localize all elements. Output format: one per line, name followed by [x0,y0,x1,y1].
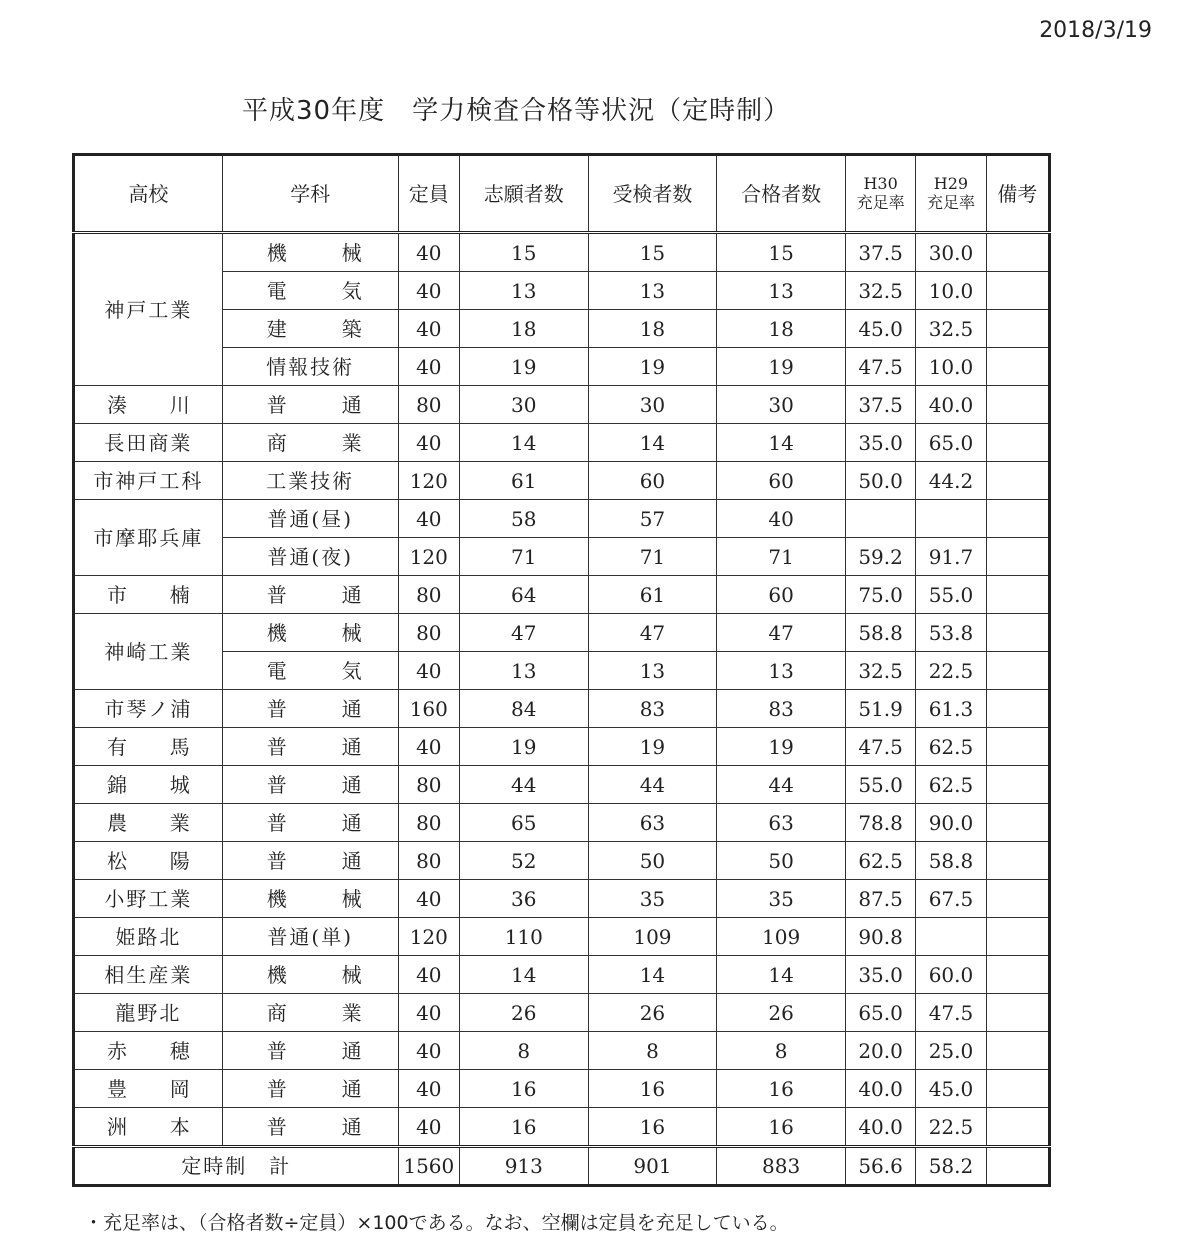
h29-rate-cell: 10.0 [916,348,986,386]
h30-rate-cell: 90.8 [845,918,915,956]
h29-rate-cell: 58.8 [916,842,986,880]
school-name: 赤穂 [74,1032,223,1070]
passed-cell: 14 [717,956,846,994]
h30-rate-cell: 32.5 [845,272,915,310]
examinees-cell: 26 [588,994,717,1032]
header-passed: 合格者数 [717,155,846,233]
dept-name: 商業 [222,994,398,1032]
header-h29-label: 充足率 [926,192,975,212]
note-cell [986,804,1049,842]
capacity-cell: 80 [398,804,459,842]
passed-cell: 16 [717,1108,846,1147]
passed-cell: 13 [717,272,846,310]
h29-rate-cell: 65.0 [916,424,986,462]
note-cell [986,728,1049,766]
applicants-cell: 19 [459,728,588,766]
table-row [74,576,1050,614]
h29-rate-cell: 44.2 [916,462,986,500]
passed-cell: 71 [717,538,846,576]
total-h29-rate: 58.2 [916,1147,986,1186]
examinees-cell: 63 [588,804,717,842]
capacity-cell: 80 [398,386,459,424]
examinees-cell: 47 [588,614,717,652]
dept-name: 普通 [222,1070,398,1108]
capacity-cell: 40 [398,652,459,690]
applicants-cell: 61 [459,462,588,500]
examinees-cell: 61 [588,576,717,614]
examinees-cell: 19 [588,728,717,766]
examinees-cell: 35 [588,880,717,918]
note-cell [986,576,1049,614]
applicants-cell: 19 [459,348,588,386]
note-cell [986,690,1049,728]
total-applicants: 913 [459,1147,588,1186]
header-examinees: 受検者数 [588,155,717,233]
capacity-cell: 40 [398,1108,459,1147]
h30-rate-cell: 55.0 [845,766,915,804]
h29-rate-cell: 25.0 [916,1032,986,1070]
applicants-cell: 18 [459,310,588,348]
table-row [74,880,1050,918]
h29-rate-cell: 10.0 [916,272,986,310]
applicants-cell: 58 [459,500,588,538]
h29-rate-cell: 22.5 [916,1108,986,1147]
table-row [74,462,1050,500]
dept-name: 工業技術 [222,462,398,500]
examinees-cell: 30 [588,386,717,424]
h29-rate-cell: 47.5 [916,994,986,1032]
document-date: 2018/3/19 [1039,18,1152,43]
h29-rate-cell: 30.0 [916,233,986,272]
examinees-cell: 16 [588,1108,717,1147]
h30-rate-cell: 40.0 [845,1070,915,1108]
document-title: 平成30年度 学力検査合格等状況（定時制） [242,96,791,126]
passed-cell: 30 [717,386,846,424]
dept-name: 情報技術 [222,348,398,386]
capacity-cell: 40 [398,728,459,766]
examinees-cell: 14 [588,424,717,462]
dept-name: 普通 [222,690,398,728]
capacity-cell: 40 [398,956,459,994]
header-capacity: 定員 [398,155,459,233]
capacity-cell: 160 [398,690,459,728]
h29-rate-cell: 61.3 [916,690,986,728]
table-header-row [74,155,1050,233]
dept-name: 商業 [222,424,398,462]
dept-name: 普通 [222,728,398,766]
note-cell [986,614,1049,652]
capacity-cell: 120 [398,538,459,576]
school-name: 龍野北 [74,994,223,1032]
applicants-cell: 47 [459,614,588,652]
school-name: 神戸工業 [74,233,223,386]
capacity-cell: 40 [398,310,459,348]
note-cell [986,233,1049,272]
examinees-cell: 50 [588,842,717,880]
note-cell [986,272,1049,310]
capacity-cell: 40 [398,880,459,918]
passed-cell: 60 [717,576,846,614]
note-cell [986,310,1049,348]
examinees-cell: 109 [588,918,717,956]
h29-rate-cell: 45.0 [916,1070,986,1108]
h30-rate-cell: 65.0 [845,994,915,1032]
passed-cell: 8 [717,1032,846,1070]
examinees-cell: 13 [588,652,717,690]
applicants-cell: 30 [459,386,588,424]
capacity-cell: 80 [398,614,459,652]
note-cell [986,994,1049,1032]
header-h29-year: H29 [933,174,969,194]
note-cell [986,462,1049,500]
total-capacity: 1560 [398,1147,459,1186]
applicants-cell: 71 [459,538,588,576]
table-row [74,1108,1050,1147]
footnote: ・充足率は、（合格者数÷定員）×100である。なお、空欄は定員を充足している。 [84,1212,789,1234]
h30-rate-cell: 87.5 [845,880,915,918]
header-dept: 学科 [222,155,398,233]
passed-cell: 83 [717,690,846,728]
capacity-cell: 80 [398,842,459,880]
h30-rate-cell: 58.8 [845,614,915,652]
applicants-cell: 44 [459,766,588,804]
school-name: 市楠 [74,576,223,614]
h30-rate-cell: 78.8 [845,804,915,842]
examinees-cell: 57 [588,500,717,538]
passed-cell: 44 [717,766,846,804]
examinees-cell: 60 [588,462,717,500]
capacity-cell: 40 [398,500,459,538]
capacity-cell: 40 [398,1070,459,1108]
table-row [74,424,1050,462]
school-name: 相生産業 [74,956,223,994]
applicants-cell: 36 [459,880,588,918]
dept-name: 機械 [222,233,398,272]
h30-rate-cell: 37.5 [845,233,915,272]
header-applicants: 志願者数 [459,155,588,233]
h29-rate-cell: 40.0 [916,386,986,424]
passed-cell: 19 [717,348,846,386]
school-name: 農業 [74,804,223,842]
examinees-cell: 14 [588,956,717,994]
h30-rate-cell: 47.5 [845,728,915,766]
h30-rate-cell: 59.2 [845,538,915,576]
capacity-cell: 40 [398,233,459,272]
total-note [986,1147,1049,1186]
table-row [74,956,1050,994]
dept-name: 機械 [222,614,398,652]
school-name: 市神戸工科 [74,462,223,500]
h30-rate-cell [845,500,915,538]
passed-cell: 14 [717,424,846,462]
dept-name: 普通(単) [222,918,398,956]
applicants-cell: 52 [459,842,588,880]
table-row [74,1070,1050,1108]
capacity-cell: 40 [398,994,459,1032]
h30-rate-cell: 35.0 [845,956,915,994]
passed-cell: 109 [717,918,846,956]
school-name: 長田商業 [74,424,223,462]
header-h30-year: H30 [863,174,898,194]
dept-name: 電気 [222,272,398,310]
h29-rate-cell: 32.5 [916,310,986,348]
passed-cell: 35 [717,880,846,918]
table-row [74,614,1050,652]
note-cell [986,918,1049,956]
h29-rate-cell: 22.5 [916,652,986,690]
capacity-cell: 120 [398,462,459,500]
total-examinees: 901 [588,1147,717,1186]
total-row [74,1147,1050,1186]
applicants-cell: 13 [459,652,588,690]
header-school: 高校 [74,155,223,233]
table-row [74,766,1050,804]
school-name: 姫路北 [74,918,223,956]
applicants-cell: 14 [459,424,588,462]
school-name: 神崎工業 [74,614,223,690]
table-row [74,918,1050,956]
passed-cell: 19 [717,728,846,766]
applicants-cell: 16 [459,1070,588,1108]
examinees-cell: 8 [588,1032,717,1070]
note-cell [986,1070,1049,1108]
passed-cell: 16 [717,1070,846,1108]
examinees-cell: 15 [588,233,717,272]
h29-rate-cell [916,918,986,956]
h29-rate-cell: 60.0 [916,956,986,994]
school-name: 錦城 [74,766,223,804]
school-name: 有馬 [74,728,223,766]
passed-cell: 18 [717,310,846,348]
applicants-cell: 16 [459,1108,588,1147]
capacity-cell: 120 [398,918,459,956]
table-row [74,994,1050,1032]
h30-rate-cell: 50.0 [845,462,915,500]
school-name: 市摩耶兵庫 [74,500,223,576]
examinees-cell: 13 [588,272,717,310]
school-name: 豊岡 [74,1070,223,1108]
note-cell [986,500,1049,538]
passed-cell: 40 [717,500,846,538]
applicants-cell: 65 [459,804,588,842]
passed-cell: 13 [717,652,846,690]
dept-name: 普通 [222,1032,398,1070]
capacity-cell: 40 [398,424,459,462]
capacity-cell: 40 [398,348,459,386]
applicants-cell: 13 [459,272,588,310]
table-row [74,386,1050,424]
examinees-cell: 71 [588,538,717,576]
h29-rate-cell [916,500,986,538]
h29-rate-cell: 67.5 [916,880,986,918]
examinees-cell: 44 [588,766,717,804]
h30-rate-cell: 45.0 [845,310,915,348]
total-passed: 883 [717,1147,846,1186]
dept-name: 普通 [222,766,398,804]
applicants-cell: 14 [459,956,588,994]
capacity-cell: 40 [398,1032,459,1070]
table-row [74,842,1050,880]
school-name: 湊川 [74,386,223,424]
school-name: 松陽 [74,842,223,880]
h29-rate-cell: 55.0 [916,576,986,614]
h30-rate-cell: 47.5 [845,348,915,386]
capacity-cell: 80 [398,766,459,804]
passed-cell: 26 [717,994,846,1032]
examinees-cell: 83 [588,690,717,728]
capacity-cell: 80 [398,576,459,614]
applicants-cell: 110 [459,918,588,956]
table-row [74,233,1050,272]
dept-name: 普通(昼) [222,500,398,538]
h30-rate-cell: 35.0 [845,424,915,462]
header-h30-label: 充足率 [856,192,905,212]
dept-name: 普通 [222,576,398,614]
school-name: 小野工業 [74,880,223,918]
note-cell [986,956,1049,994]
dept-name: 機械 [222,956,398,994]
note-cell [986,386,1049,424]
examinees-cell: 18 [588,310,717,348]
dept-name: 普通(夜) [222,538,398,576]
passed-cell: 47 [717,614,846,652]
dept-name: 普通 [222,842,398,880]
passed-cell: 63 [717,804,846,842]
note-cell [986,1108,1049,1147]
header-h30-rate [845,155,915,233]
dept-name: 機械 [222,880,398,918]
header-h29-rate [916,155,986,233]
applicants-cell: 15 [459,233,588,272]
header-note: 備考 [986,155,1049,233]
examinees-cell: 16 [588,1070,717,1108]
total-label: 定時制 計 [74,1147,399,1186]
h30-rate-cell: 51.9 [845,690,915,728]
note-cell [986,1032,1049,1070]
dept-name: 建築 [222,310,398,348]
h29-rate-cell: 53.8 [916,614,986,652]
dept-name: 普通 [222,1108,398,1147]
h30-rate-cell: 37.5 [845,386,915,424]
h29-rate-cell: 91.7 [916,538,986,576]
dept-name: 普通 [222,386,398,424]
total-h30-rate: 56.6 [845,1147,915,1186]
examinees-cell: 19 [588,348,717,386]
note-cell [986,424,1049,462]
note-cell [986,766,1049,804]
school-name: 洲本 [74,1108,223,1147]
h30-rate-cell: 20.0 [845,1032,915,1070]
h29-rate-cell: 62.5 [916,766,986,804]
h30-rate-cell: 40.0 [845,1108,915,1147]
applicants-cell: 64 [459,576,588,614]
note-cell [986,538,1049,576]
table-row [74,728,1050,766]
h30-rate-cell: 75.0 [845,576,915,614]
school-name: 市琴ノ浦 [74,690,223,728]
note-cell [986,842,1049,880]
applicants-cell: 8 [459,1032,588,1070]
table-row [74,804,1050,842]
dept-name: 普通 [222,804,398,842]
applicants-cell: 26 [459,994,588,1032]
passed-cell: 50 [717,842,846,880]
note-cell [986,880,1049,918]
capacity-cell: 40 [398,272,459,310]
h30-rate-cell: 32.5 [845,652,915,690]
passed-cell: 15 [717,233,846,272]
dept-name: 電気 [222,652,398,690]
passed-cell: 60 [717,462,846,500]
table-row [74,500,1050,538]
applicants-cell: 84 [459,690,588,728]
h29-rate-cell: 90.0 [916,804,986,842]
table-row [74,1032,1050,1070]
note-cell [986,652,1049,690]
note-cell [986,348,1049,386]
table-row [74,690,1050,728]
h30-rate-cell: 62.5 [845,842,915,880]
results-table [72,153,1051,1187]
h29-rate-cell: 62.5 [916,728,986,766]
